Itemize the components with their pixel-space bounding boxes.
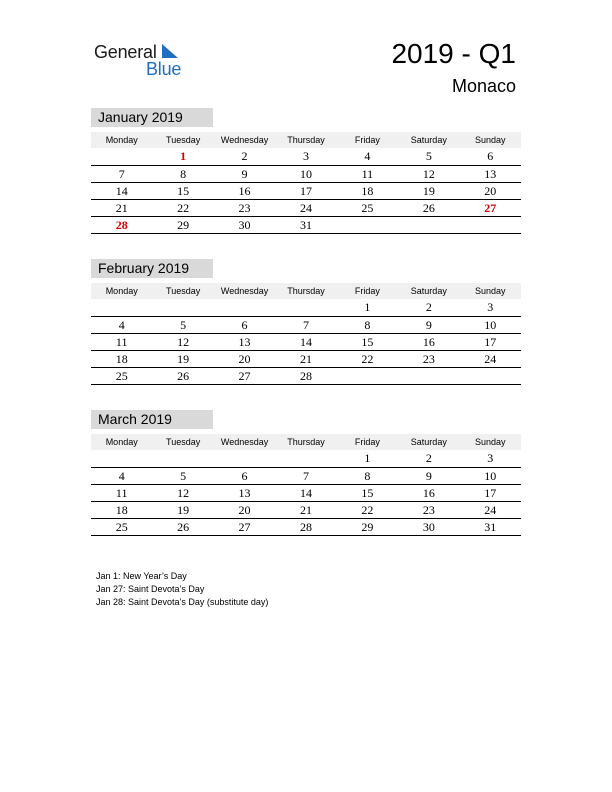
day-cell: 5 — [152, 317, 213, 334]
weekday-header: Thursday — [275, 434, 336, 450]
day-cell: 17 — [460, 485, 521, 502]
day-cell: 25 — [337, 200, 398, 217]
weekday-header: Monday — [91, 434, 152, 450]
day-cell: 19 — [152, 502, 213, 519]
day-cell: 28 — [275, 519, 336, 536]
day-cell: 10 — [275, 166, 336, 183]
day-cell: 3 — [275, 148, 336, 166]
day-cell: 22 — [337, 502, 398, 519]
weekday-header: Tuesday — [152, 434, 213, 450]
day-cell: 24 — [460, 351, 521, 368]
day-cell: 30 — [398, 519, 459, 536]
empty-day-cell — [398, 217, 459, 234]
day-cell: 5 — [398, 148, 459, 166]
day-cell: 25 — [91, 368, 152, 385]
day-cell: 9 — [214, 166, 275, 183]
month-title: February 2019 — [91, 259, 213, 278]
day-cell: 13 — [214, 334, 275, 351]
day-cell: 11 — [337, 166, 398, 183]
day-cell: 23 — [398, 351, 459, 368]
week-row — [91, 148, 521, 166]
day-cell: 26 — [398, 200, 459, 217]
empty-day-cell — [152, 299, 213, 317]
quarter-title: 2019 - Q1 — [391, 38, 516, 69]
month-block-january — [91, 108, 521, 234]
weekday-header: Sunday — [460, 434, 521, 450]
day-cell: 28 — [275, 368, 336, 385]
day-cell: 20 — [214, 351, 275, 368]
weekday-header: Saturday — [398, 132, 459, 148]
week-row — [91, 183, 521, 200]
weekday-header: Saturday — [398, 283, 459, 299]
weekday-header: Thursday — [275, 283, 336, 299]
empty-day-cell — [214, 450, 275, 468]
month-title: March 2019 — [91, 410, 213, 429]
day-cell: 24 — [275, 200, 336, 217]
day-cell: 18 — [91, 502, 152, 519]
empty-day-cell — [275, 299, 336, 317]
week-row — [91, 317, 521, 334]
empty-day-cell — [275, 450, 336, 468]
day-cell: 15 — [337, 485, 398, 502]
day-cell: 27 — [214, 368, 275, 385]
day-cell: 2 — [398, 450, 459, 468]
day-cell: 6 — [214, 468, 275, 485]
empty-day-cell — [337, 217, 398, 234]
week-row — [91, 368, 521, 385]
day-cell: 20 — [460, 183, 521, 200]
day-cell: 21 — [275, 502, 336, 519]
weekday-header: Friday — [337, 132, 398, 148]
day-cell: 19 — [152, 351, 213, 368]
day-cell: 15 — [152, 183, 213, 200]
day-cell: 2 — [214, 148, 275, 166]
weekday-header: Wednesday — [214, 283, 275, 299]
day-cell: 31 — [275, 217, 336, 234]
weekday-header: Monday — [91, 283, 152, 299]
holiday-note: Jan 27: Saint Devota’s Day — [96, 584, 205, 594]
day-cell: 27 — [214, 519, 275, 536]
holiday-notes — [96, 570, 268, 609]
weekday-header: Wednesday — [214, 132, 275, 148]
week-row — [91, 299, 521, 317]
empty-day-cell — [214, 299, 275, 317]
day-cell: 4 — [91, 317, 152, 334]
day-cell: 20 — [214, 502, 275, 519]
day-cell: 16 — [214, 183, 275, 200]
day-cell: 5 — [152, 468, 213, 485]
day-cell: 4 — [337, 148, 398, 166]
brand-word-general: General — [94, 42, 157, 62]
empty-day-cell — [91, 299, 152, 317]
empty-day-cell — [398, 368, 459, 385]
week-row — [91, 450, 521, 468]
day-cell: 6 — [214, 317, 275, 334]
day-cell: 7 — [275, 468, 336, 485]
day-cell: 29 — [337, 519, 398, 536]
day-cell: 12 — [398, 166, 459, 183]
weekday-header: Friday — [337, 283, 398, 299]
month-grid — [91, 132, 521, 234]
day-cell: 21 — [91, 200, 152, 217]
day-cell: 7 — [91, 166, 152, 183]
week-row — [91, 485, 521, 502]
day-cell: 10 — [460, 468, 521, 485]
day-cell: 7 — [275, 317, 336, 334]
brand-triangle-icon — [162, 44, 178, 58]
day-cell: 1 — [152, 148, 213, 166]
empty-day-cell — [460, 368, 521, 385]
day-cell: 25 — [91, 519, 152, 536]
day-cell: 1 — [337, 450, 398, 468]
day-cell: 17 — [460, 334, 521, 351]
day-cell: 6 — [460, 148, 521, 166]
empty-day-cell — [91, 450, 152, 468]
day-cell: 11 — [91, 334, 152, 351]
day-cell: 30 — [214, 217, 275, 234]
day-cell: 9 — [398, 317, 459, 334]
day-cell: 22 — [337, 351, 398, 368]
weekday-header: Sunday — [460, 283, 521, 299]
day-cell: 14 — [91, 183, 152, 200]
month-grid — [91, 434, 521, 536]
day-cell: 29 — [152, 217, 213, 234]
empty-day-cell — [152, 450, 213, 468]
day-cell: 13 — [460, 166, 521, 183]
day-cell: 8 — [337, 468, 398, 485]
day-cell: 22 — [152, 200, 213, 217]
day-cell: 3 — [460, 450, 521, 468]
day-cell: 24 — [460, 502, 521, 519]
month-block-february — [91, 259, 521, 385]
brand-word-blue: Blue — [146, 59, 182, 79]
empty-day-cell — [460, 217, 521, 234]
week-row — [91, 217, 521, 234]
day-cell: 8 — [337, 317, 398, 334]
day-cell: 16 — [398, 485, 459, 502]
country-name: Monaco — [451, 76, 516, 96]
week-row — [91, 334, 521, 351]
month-title: January 2019 — [91, 108, 213, 127]
day-cell: 17 — [275, 183, 336, 200]
brand-logo — [94, 42, 194, 82]
day-cell: 23 — [398, 502, 459, 519]
empty-day-cell — [337, 368, 398, 385]
day-cell: 23 — [214, 200, 275, 217]
day-cell: 10 — [460, 317, 521, 334]
day-cell: 15 — [337, 334, 398, 351]
weekday-header: Monday — [91, 132, 152, 148]
empty-day-cell — [91, 148, 152, 166]
day-cell: 2 — [398, 299, 459, 317]
holiday-note: Jan 1: New Year’s Day — [96, 571, 187, 581]
day-cell: 8 — [152, 166, 213, 183]
weekday-header: Friday — [337, 434, 398, 450]
day-cell: 11 — [91, 485, 152, 502]
weekday-header: Sunday — [460, 132, 521, 148]
day-cell: 12 — [152, 334, 213, 351]
day-cell: 26 — [152, 519, 213, 536]
weekday-header: Thursday — [275, 132, 336, 148]
week-row — [91, 200, 521, 217]
day-cell: 1 — [337, 299, 398, 317]
day-cell: 18 — [337, 183, 398, 200]
day-cell: 14 — [275, 485, 336, 502]
month-block-march — [91, 410, 521, 536]
day-cell: 14 — [275, 334, 336, 351]
week-row — [91, 519, 521, 536]
day-cell: 18 — [91, 351, 152, 368]
day-cell: 3 — [460, 299, 521, 317]
day-cell: 27 — [460, 200, 521, 217]
week-row — [91, 351, 521, 368]
day-cell: 19 — [398, 183, 459, 200]
day-cell: 4 — [91, 468, 152, 485]
month-grid — [91, 283, 521, 385]
day-cell: 16 — [398, 334, 459, 351]
day-cell: 26 — [152, 368, 213, 385]
week-row — [91, 166, 521, 183]
weekday-header: Tuesday — [152, 283, 213, 299]
day-cell: 9 — [398, 468, 459, 485]
weekday-header: Saturday — [398, 434, 459, 450]
week-row — [91, 468, 521, 485]
weekday-header: Wednesday — [214, 434, 275, 450]
day-cell: 31 — [460, 519, 521, 536]
week-row — [91, 502, 521, 519]
day-cell: 12 — [152, 485, 213, 502]
holiday-note: Jan 28: Saint Devota’s Day (substitute day) — [96, 597, 269, 607]
day-cell: 13 — [214, 485, 275, 502]
day-cell: 28 — [91, 217, 152, 234]
weekday-header: Tuesday — [152, 132, 213, 148]
day-cell: 21 — [275, 351, 336, 368]
